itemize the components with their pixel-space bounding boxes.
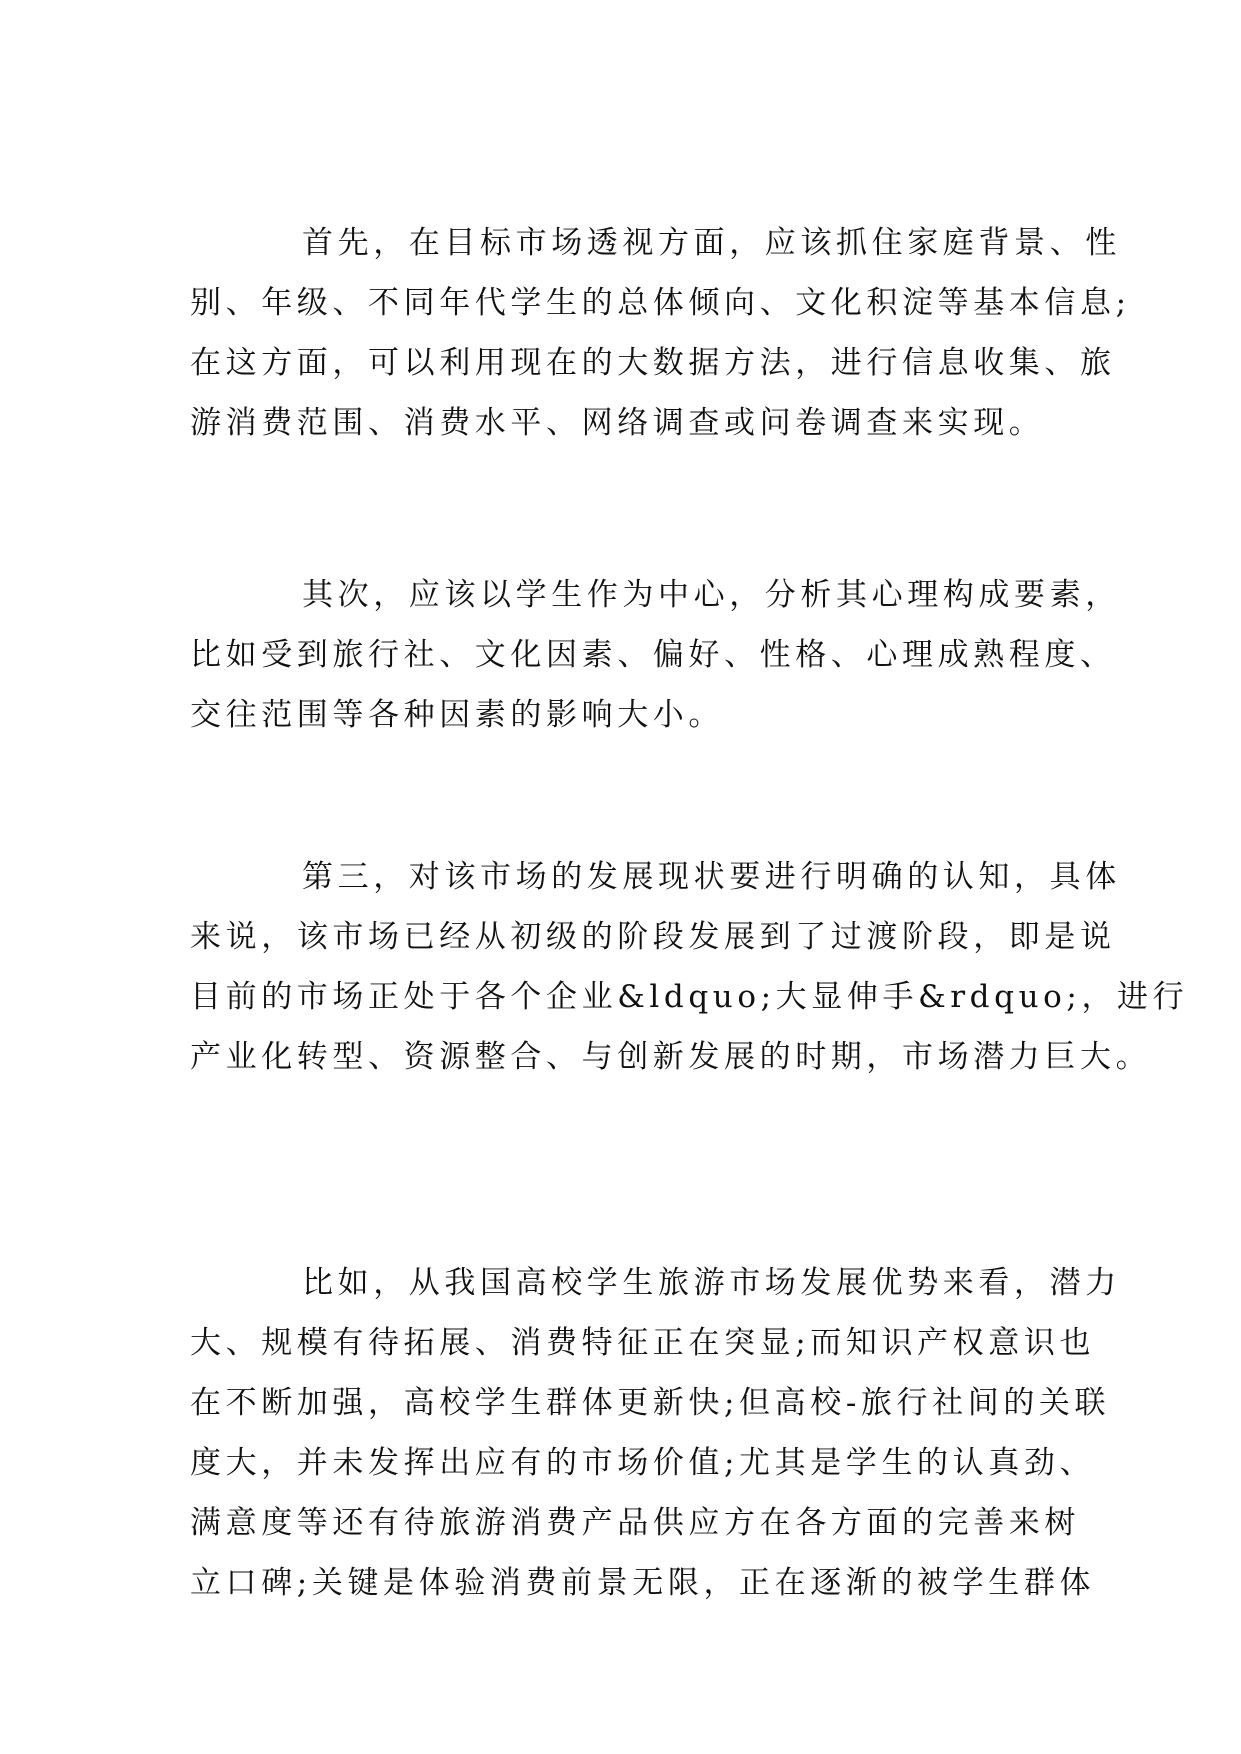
paragraph-line: 比如，从我国高校学生旅游市场发展优势来看，潜力 bbox=[302, 1265, 1121, 1301]
paragraph-line: 在不断加强，高校学生群体更新快;但高校-旅行社间的关联 bbox=[190, 1385, 1111, 1421]
paragraph-line: 别、年级、不同年代学生的总体倾向、文化积淀等基本信息; bbox=[190, 285, 1131, 321]
paragraph-line: 首先，在目标市场透视方面，应该抓住家庭背景、性 bbox=[302, 225, 1121, 261]
paragraph-line: 来说，该市场已经从初级的阶段发展到了过渡阶段，即是说 bbox=[190, 919, 1116, 955]
paragraph-line: 目前的市场正处于各个企业&ldquo;大显伸手&rdquo;，进行 bbox=[190, 979, 1189, 1015]
paragraph-line: 度大，并未发挥出应有的市场价值;尤其是学生的认真劲、 bbox=[190, 1445, 1096, 1481]
paragraph-line: 在这方面，可以利用现在的大数据方法，进行信息收集、旅 bbox=[190, 345, 1116, 381]
paragraph-market-status bbox=[190, 847, 1189, 1087]
paragraph-student-psychology bbox=[190, 565, 1121, 745]
paragraph-line: 游消费范围、消费水平、网络调查或问卷调查来实现。 bbox=[190, 405, 1045, 441]
paragraph-target-market bbox=[190, 213, 1131, 453]
paragraph-line: 交往范围等各种因素的影响大小。 bbox=[190, 697, 724, 733]
paragraph-line: 立口碑;关键是体验消费前景无限，正在逐渐的被学生群体 bbox=[190, 1565, 1096, 1601]
paragraph-line: 其次，应该以学生作为中心，分析其心理构成要素， bbox=[302, 577, 1121, 613]
paragraph-line: 比如受到旅行社、文化因素、偏好、性格、心理成熟程度、 bbox=[190, 637, 1116, 673]
paragraph-line: 第三，对该市场的发展现状要进行明确的认知，具体 bbox=[302, 859, 1121, 895]
paragraph-market-advantages bbox=[190, 1253, 1121, 1613]
paragraph-line: 大、规模有待拓展、消费特征正在突显;而知识产权意识也 bbox=[190, 1325, 1096, 1361]
paragraph-line: 满意度等还有待旅游消费产品供应方在各方面的完善来树 bbox=[190, 1505, 1080, 1541]
paragraph-line: 产业化转型、资源整合、与创新发展的时期，市场潜力巨大。 bbox=[190, 1039, 1152, 1075]
